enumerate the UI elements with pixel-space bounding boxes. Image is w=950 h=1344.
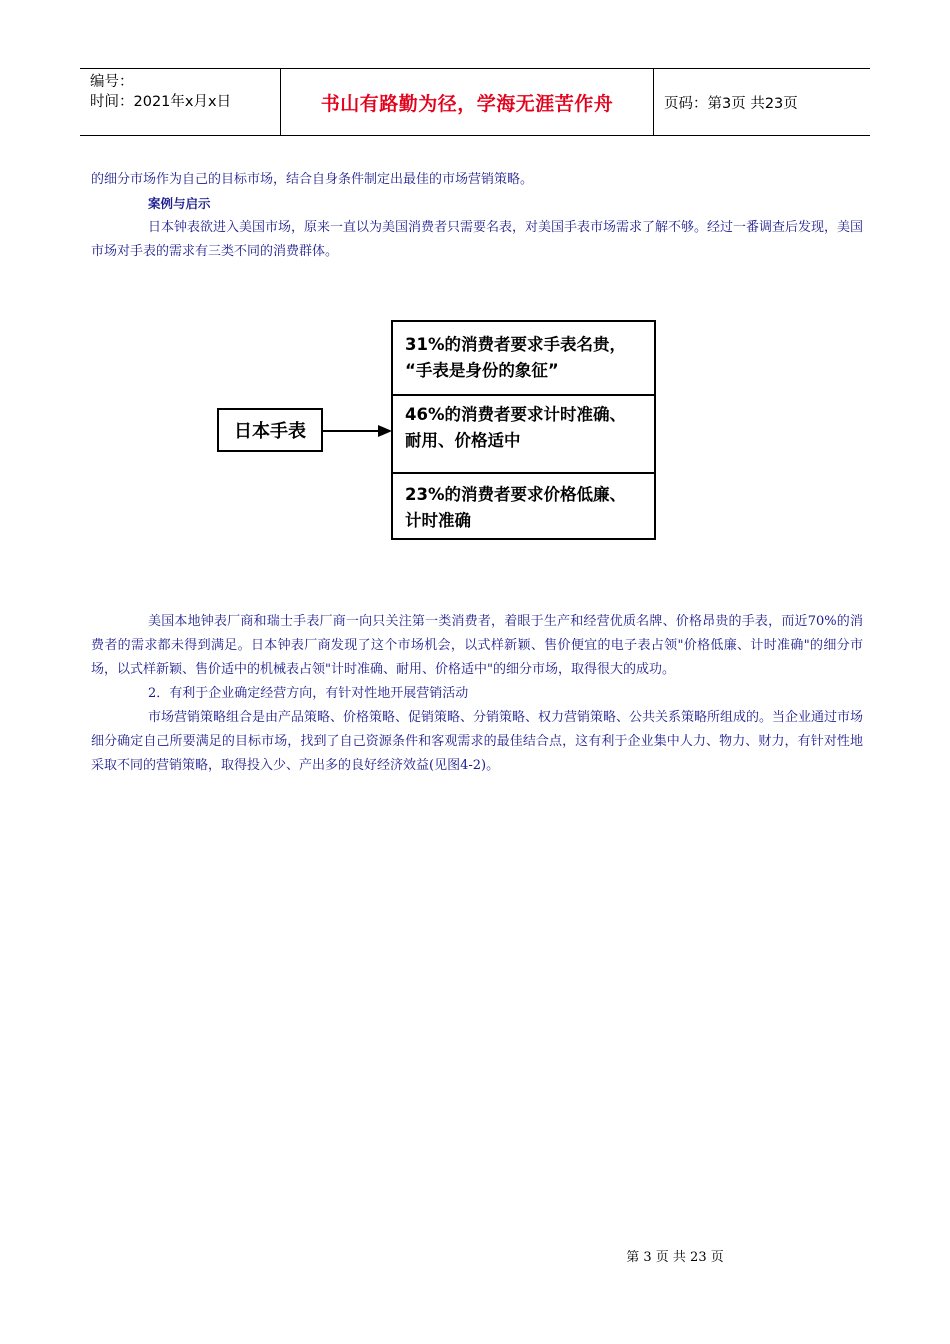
header-page-info: 页码：第3页 共23页	[664, 95, 798, 112]
section-analysis	[91, 610, 863, 778]
case-title: 案例与启示	[148, 196, 211, 211]
segment-premium-line2: “手表是身份的象征”	[405, 361, 559, 380]
header-meta	[80, 69, 281, 135]
paragraph-1: 的细分市场作为自己的目标市场，结合自身条件制定出最佳的市场营销策略。	[91, 172, 534, 187]
document-time: 时间：2021年x月x日	[90, 94, 232, 110]
segments-box	[391, 320, 656, 540]
page-header	[80, 68, 870, 136]
segment-budget-line1: 23%的消费者要求价格低廉、	[405, 485, 626, 504]
footer-page-number: 第 3 页 共 23 页	[626, 1250, 724, 1265]
segment-budget-line2: 计时准确	[405, 511, 471, 530]
section-heading-2: 2．有利于企业确定经营方向，有针对性地开展营销活动	[148, 686, 469, 701]
segment-mid-line2: 耐用、价格适中	[405, 431, 521, 450]
header-motto: 书山有路勤为径，学海无涯苦作舟	[320, 92, 614, 115]
watch-market-diagram	[212, 318, 662, 542]
arrow-icon	[322, 421, 392, 441]
page-footer	[0, 1246, 950, 1265]
segment-premium	[393, 332, 654, 384]
paragraph-5: 市场营销策略组合是由产品策略、价格策略、促销策略、分销策略、权力营销策略、公共关系策略所组成的。当企业通过市场细分确定自己所要满足的目标市场，找到了自己资源条件和客观需求的最佳结合点，这有利于企业集中人力、物力、财力，有针对性地采取不同的营销策略，取得投入少、产出多的良好经济效益(见图4-2)。	[91, 710, 864, 773]
document-number-label: 编号：	[90, 74, 134, 90]
section-intro	[91, 168, 863, 264]
segment-premium-line1: 31%的消费者要求手表名贵，	[405, 335, 626, 354]
segment-budget	[393, 472, 654, 534]
paragraph-3: 美国本地钟表厂商和瑞士手表厂商一向只关注第一类消费者，着眼于生产和经营优质名牌、价格昂贵的手表，而近70%的消费者的需求都未得到满足。日本钟表厂商发现了这个市场机会，以式样新颖、售价便宜的电子表占领"价格低廉、计时准确"的细分市场，以式样新颖、售价适中的机械表占领"计时准确、耐用、价格适中"的细分市场，取得很大的成功。	[91, 614, 863, 677]
segment-mid-line1: 46%的消费者要求计时准确、	[405, 405, 626, 424]
paragraph-2: 日本钟表欲进入美国市场，原来一直以为美国消费者只需要名表，对美国手表市场需求了解不够。经过一番调查后发现，美国市场对手表的需求有三类不同的消费群体。	[91, 220, 864, 259]
header-motto-cell	[281, 69, 654, 135]
segment-mid	[393, 394, 654, 454]
japan-watch-box: 日本手表	[217, 408, 323, 452]
